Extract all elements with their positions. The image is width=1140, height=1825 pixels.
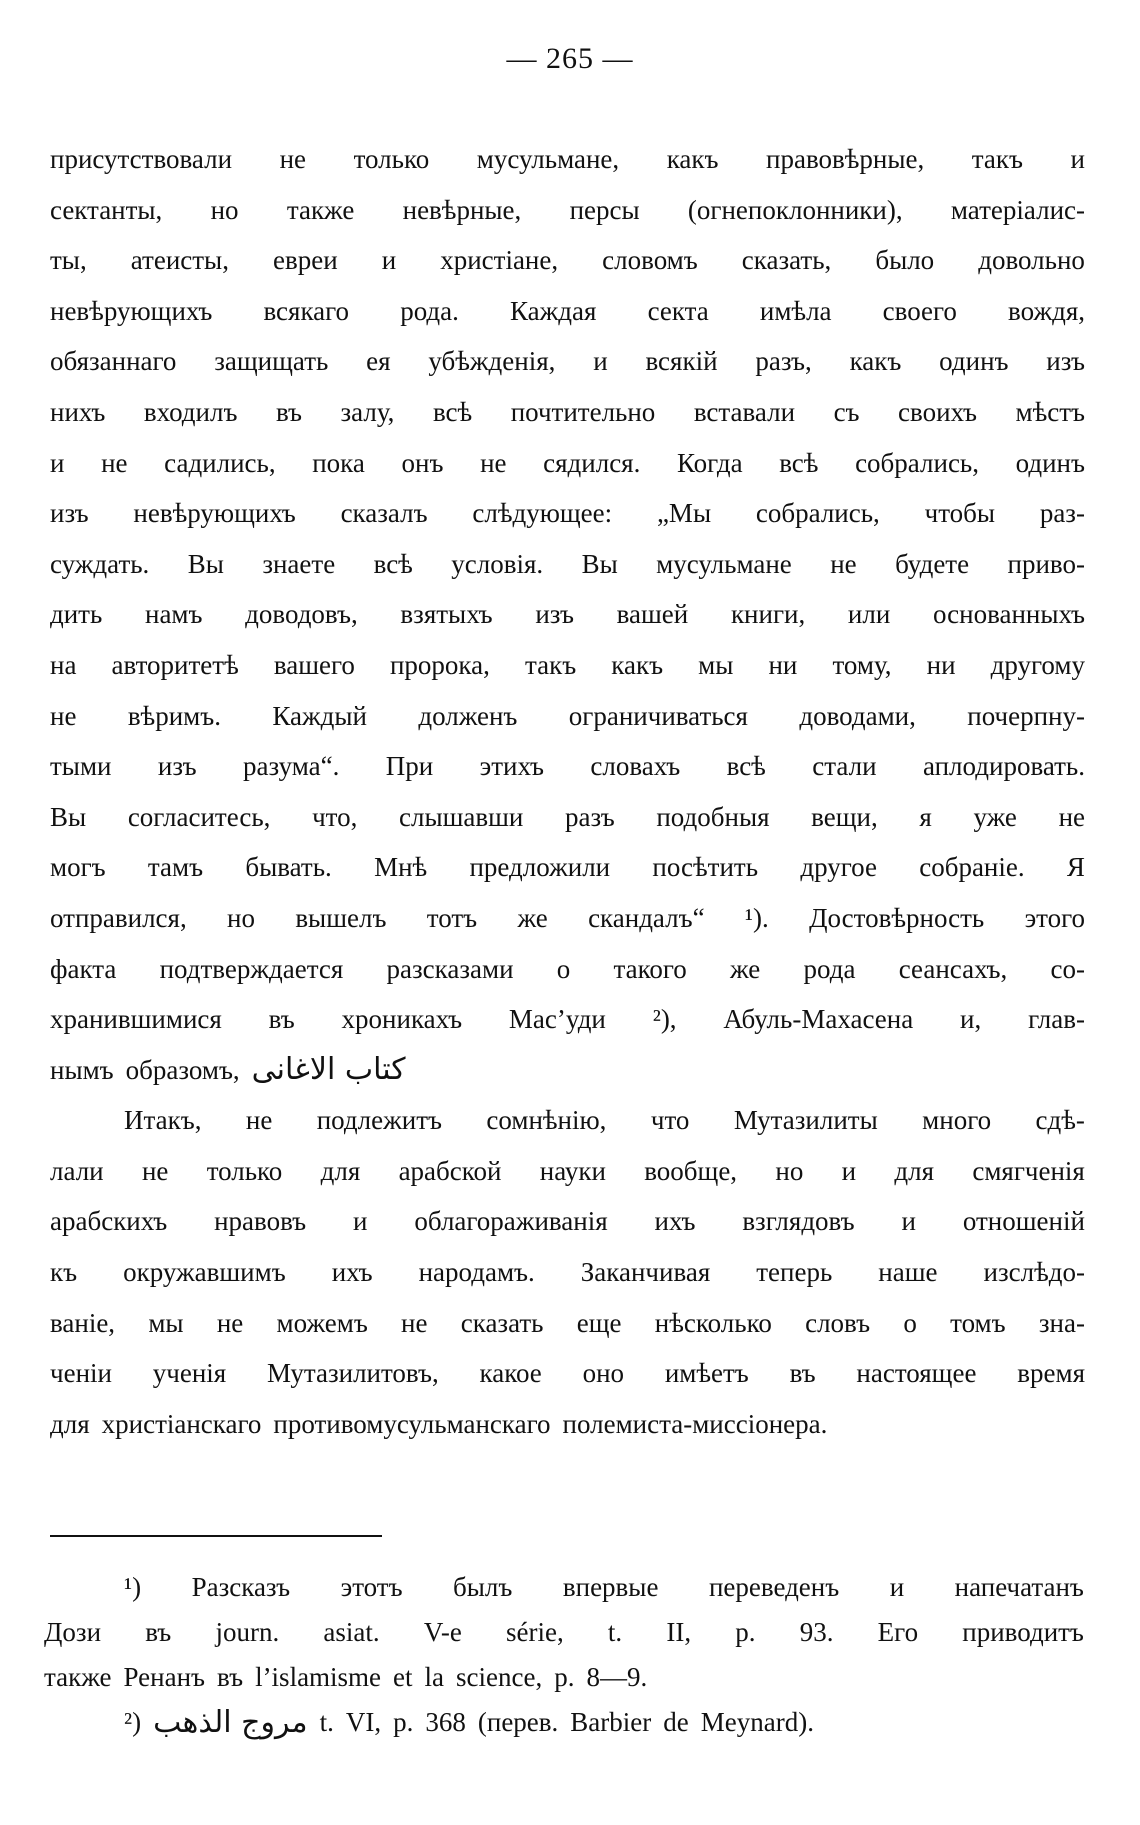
word: и, [960,1004,982,1035]
word: будете [895,548,970,579]
word: согласитесь, [127,801,271,832]
footnote-word: II, [666,1617,692,1647]
word: бывать. [245,852,332,883]
word: вѣримъ. [127,700,221,731]
word: не [245,1105,273,1136]
word: своего [882,295,957,326]
word: факта [50,953,117,984]
text-line [50,792,1085,843]
word: разсказами [386,953,514,984]
word: еще [576,1307,622,1338]
word: къ [50,1257,78,1288]
word: намъ [145,599,203,630]
word: могъ [50,852,106,883]
word: имѣетъ [664,1358,749,1389]
word: Итакъ, [124,1105,202,1136]
word: о [903,1307,917,1338]
footnotes [44,1565,1084,1745]
word: доводовъ, [245,599,358,630]
word: вышелъ [295,902,387,933]
footnote-word: переведенъ [708,1572,840,1602]
word: народамъ. [418,1257,535,1288]
word: мѣстъ [1015,396,1085,427]
word: и [50,447,65,478]
word: но [227,902,255,933]
text-line [50,539,1085,590]
word: посѣтить [652,852,759,883]
text-line [50,134,1085,185]
footnote-word: science, [456,1662,543,1692]
word: садились, [164,447,276,478]
word: тому, [832,649,892,680]
word: сдѣ- [1035,1105,1085,1136]
word: какъ [849,346,902,377]
footnote-separator [50,1535,382,1537]
word: ченіи [50,1358,112,1389]
word: рода [803,953,856,984]
word: въ [789,1358,816,1389]
footnote-word: journ. [215,1617,280,1647]
word: нѣсколько [654,1307,772,1338]
word: какое [479,1358,542,1389]
word: облагораживанія [414,1206,608,1237]
footnote-word: V-e [423,1617,462,1647]
word: сказать, [741,245,832,276]
word: ограничиваться [568,700,748,731]
word: Вы [50,801,87,832]
word: я [919,801,932,832]
word: лали [50,1155,104,1186]
word: этого [1024,902,1085,933]
footnote-word: Barbier [570,1707,652,1737]
footnote-word: VI, [345,1707,382,1737]
word: стали [812,751,877,782]
word: и [901,1206,916,1237]
footnote-word: p. [393,1707,414,1737]
footnote-word: l’islamisme [255,1662,382,1692]
text-line [50,1196,1085,1247]
text-line [50,640,1085,691]
word: не [1058,801,1085,832]
word: теперь [756,1257,833,1288]
word: мы [698,649,734,680]
text-line [50,1348,1085,1399]
word: для [894,1155,935,1186]
word: книги, [730,599,806,630]
word: Достовѣрность [809,902,985,933]
word: какъ [611,649,664,680]
footnote-line [44,1700,1084,1745]
text-line [50,336,1085,387]
word: образомъ, [125,1054,240,1085]
word: подобныя [656,801,770,832]
word: сядился. [543,447,641,478]
text-line [50,488,1085,539]
word: другое [800,852,877,883]
word: не [141,1155,169,1186]
word: тамъ [147,852,204,883]
word: не [216,1307,244,1338]
word: приво- [1007,548,1085,579]
word: отношеній [962,1206,1085,1237]
word: и [353,1206,368,1237]
word: „Мы [656,498,712,529]
footnote-word: t. [607,1617,623,1647]
word: и [1070,144,1085,174]
word: мусульмане [656,548,792,579]
word: въ [268,1004,295,1035]
word: не [101,447,128,478]
word: только [206,1155,283,1186]
word: сказалъ [340,498,428,529]
footnote-word: t. [319,1707,334,1737]
footnote-word: p. [554,1662,575,1692]
word: слышавши [399,801,524,832]
word: всѣ [779,447,819,478]
footnote-word: въ [217,1662,244,1692]
footnote-word: (перев. [477,1707,559,1737]
word: ²), [652,1004,677,1035]
text-line [50,589,1085,640]
word: разума“. [242,751,340,782]
word: изъ [535,599,574,630]
word: и [593,346,608,377]
word: такъ [971,144,1023,174]
word: вождя, [1008,295,1085,326]
footnote-word: 93. [799,1617,834,1647]
footnote-word: مروج الذهب [153,1705,308,1740]
word: доводами, [799,700,916,731]
word: дить [50,599,103,630]
word: авторитетѣ [111,649,239,680]
word: предложили [469,852,611,883]
text-line [50,438,1085,489]
word: изслѣдо- [983,1257,1085,1288]
word: разъ [565,801,615,832]
word: знаете [262,548,336,579]
word: атеисты, [130,245,229,276]
word: въ [275,396,302,427]
text-line [50,1095,1085,1146]
word: Каждая [510,295,597,326]
word: основанныхъ [932,599,1085,630]
text-line [50,387,1085,438]
footnote-line [44,1565,1084,1610]
footnote-word: былъ [453,1572,513,1602]
word: мы [148,1307,184,1338]
word: слѣдующее: [472,498,613,529]
word: собраніе. [919,852,1025,883]
text-line [50,185,1085,236]
word: залу, [340,396,395,427]
body-text [50,134,1085,1449]
text-line [50,893,1085,944]
word: оно [582,1358,625,1389]
word: Вы [581,548,618,579]
word: пророка, [389,649,490,680]
word: Вы [187,548,224,579]
word: Абуль-Махасена [723,1004,914,1035]
text-line [50,691,1085,742]
word: ихъ [331,1257,373,1288]
footnote-word: Ренанъ [123,1662,206,1692]
word: какъ [666,144,719,174]
word: вашей [616,599,689,630]
word: не [50,700,77,731]
word: суждать. [50,548,150,579]
text-line [50,1247,1085,1298]
word: почтительно [510,396,656,427]
word: секта [647,295,709,326]
word: этихъ [479,751,544,782]
word: условія. [451,548,544,579]
word: только [353,144,430,174]
word: глав- [1028,1004,1085,1035]
word: ученія [152,1358,227,1389]
text-line [50,235,1085,286]
text-line [50,842,1085,893]
word: для [320,1155,361,1186]
word: Мутазилиты [733,1105,878,1136]
word: вообще, [644,1155,738,1186]
word: всѣ [432,396,473,427]
word: собрались, [755,498,880,529]
text-line [50,1045,1085,1096]
word: одинъ [939,346,1009,377]
word: много [922,1105,992,1136]
word: другому [990,649,1085,680]
word: нравовъ [214,1206,307,1237]
word: правовѣрные, [766,144,925,174]
word: но [210,194,239,225]
word: матеріалис- [950,194,1085,225]
word: (огнепоклонники), [687,194,903,225]
footnote-word: приводитъ [962,1617,1084,1647]
word: взглядовъ [742,1206,855,1237]
word: было [875,245,935,276]
word: изъ [1046,346,1085,377]
word: Я [1066,852,1085,883]
word: изъ [157,751,197,782]
word: защищать [214,346,329,377]
word: Каждый [272,700,367,731]
footnote-word: et [393,1662,413,1692]
word: нымъ [50,1054,114,1085]
word: съ [833,396,860,427]
word: христіане, [440,245,559,276]
footnote-word: и [889,1572,905,1602]
text-line [50,286,1085,337]
footnote-word: 368 [425,1707,466,1737]
word: и [841,1155,857,1186]
text-line [50,741,1085,792]
word: или [847,599,891,630]
text-line [50,1298,1085,1349]
word: же [517,902,548,933]
text-line [50,1399,1085,1450]
word: смягченія [972,1155,1085,1186]
word: Мутазилитовъ, [267,1358,439,1389]
word: всякаго [263,295,350,326]
word: тыми [50,751,112,782]
page-number: — 265 — [506,42,634,75]
word: невѣрные, [402,194,522,225]
word: ¹). [744,902,769,933]
word: присутствовали [50,144,233,174]
word: мусульмане, [476,144,620,174]
word: убѣжденія, [428,346,556,377]
word: вставали [693,396,796,427]
footnote-word: въ [145,1617,172,1647]
footnote-word: напечатанъ [954,1572,1084,1602]
word: же [730,953,761,984]
footnote-word: также [44,1662,112,1692]
word: ваніе, [50,1307,116,1338]
word: томъ [950,1307,1006,1338]
word: своихъ [898,396,977,427]
word: такого [613,953,687,984]
word: почерпну- [967,700,1085,731]
word: обязаннаго [50,346,177,377]
word: Когда [676,447,743,478]
word: настоящее [856,1358,977,1389]
footnote-word: 8—9. [586,1662,648,1692]
word: уже [973,801,1017,832]
word: входилъ [143,396,238,427]
word: арабскихъ [50,1206,168,1237]
footnote-word: de [663,1707,689,1737]
word: время [1017,1358,1085,1389]
footnote-word: la [424,1662,445,1692]
text-line [50,1146,1085,1197]
word: арабской [398,1155,502,1186]
word: При [385,751,434,782]
footnote-word: этотъ [340,1572,403,1602]
word: Мнѣ [374,852,428,883]
word: всякій [645,346,718,377]
word: для [50,1408,90,1439]
footnote-word: ¹) [124,1572,142,1602]
word: словъ [805,1307,871,1338]
word: противомусульманскаго [273,1408,551,1439]
word: довольно [978,245,1085,276]
word: на [50,649,77,680]
word: также [286,194,355,225]
word: зна- [1038,1307,1085,1338]
footnote-word: asiat. [323,1617,380,1647]
word: не [279,144,307,174]
word: ни [768,649,798,680]
word: скандалъ“ [588,902,705,933]
text-line [50,944,1085,995]
footnote-word: p. [735,1617,756,1647]
footnote-line [44,1655,1084,1700]
word: невѣрующихъ [50,295,213,326]
word: изъ [50,498,89,529]
footnote-word: Его [877,1617,919,1647]
word: сказать [460,1307,544,1338]
text-line [50,994,1085,1045]
word: персы [569,194,640,225]
word: не [480,447,507,478]
word: ни [926,649,956,680]
footnote-word: Дози [44,1617,102,1647]
word: долженъ [418,700,518,731]
word: пока [312,447,365,478]
word: что, [312,801,358,832]
word: ихъ [654,1206,696,1237]
word: можемъ [276,1307,368,1338]
word: полемиста-миссіонера. [562,1408,828,1439]
word: словомъ [602,245,698,276]
word: хроникахъ [341,1004,463,1035]
word: раз- [1039,498,1085,529]
word: онъ [401,447,444,478]
word: что [650,1105,690,1136]
word: нихъ [50,396,106,427]
word: но [775,1155,804,1186]
word: ея [366,346,391,377]
word: одинъ [1015,447,1085,478]
word: كتاب الاغانى [251,1051,406,1087]
footnote-word: Meynard). [700,1707,814,1737]
word: невѣрующихъ [133,498,296,529]
word: Мас’уди [508,1004,606,1035]
word: ты, [50,245,87,276]
word: вещи, [811,801,878,832]
footnote-word: série, [506,1617,564,1647]
word: подлежитъ [316,1105,442,1136]
word: о [556,953,571,984]
word: евреи [273,245,338,276]
word: со- [1050,953,1085,984]
word: тотъ [426,902,478,933]
word: хранившимися [50,1004,222,1035]
word: аплодировать. [922,751,1085,782]
footnote-word: Разсказъ [191,1572,291,1602]
word: отправился, [50,902,187,933]
word: разъ, [755,346,812,377]
word: не [830,548,857,579]
word: такъ [524,649,577,680]
footnote-word: ²) [124,1707,142,1737]
word: вашего [273,649,355,680]
word: собрались, [855,447,979,478]
footnote-line [44,1610,1084,1655]
word: не [401,1307,428,1338]
word: подтверждается [159,953,344,984]
word: рода. [400,295,459,326]
word: христіанскаго [101,1408,262,1439]
word: сеансахъ, [898,953,1008,984]
word: всѣ [726,751,766,782]
footnote-word: впервые [562,1572,659,1602]
word: имѣла [759,295,832,326]
word: всѣ [373,548,413,579]
word: чтобы [924,498,996,529]
word: наше [878,1257,938,1288]
word: сектанты, [50,194,163,225]
word: взятыхъ [400,599,493,630]
word: и [381,245,397,276]
word: словахъ [590,751,681,782]
word: науки [539,1155,606,1186]
word: Заканчивая [580,1257,711,1288]
word: окружавшимъ [123,1257,286,1288]
word: сомнѣнію, [486,1105,607,1136]
